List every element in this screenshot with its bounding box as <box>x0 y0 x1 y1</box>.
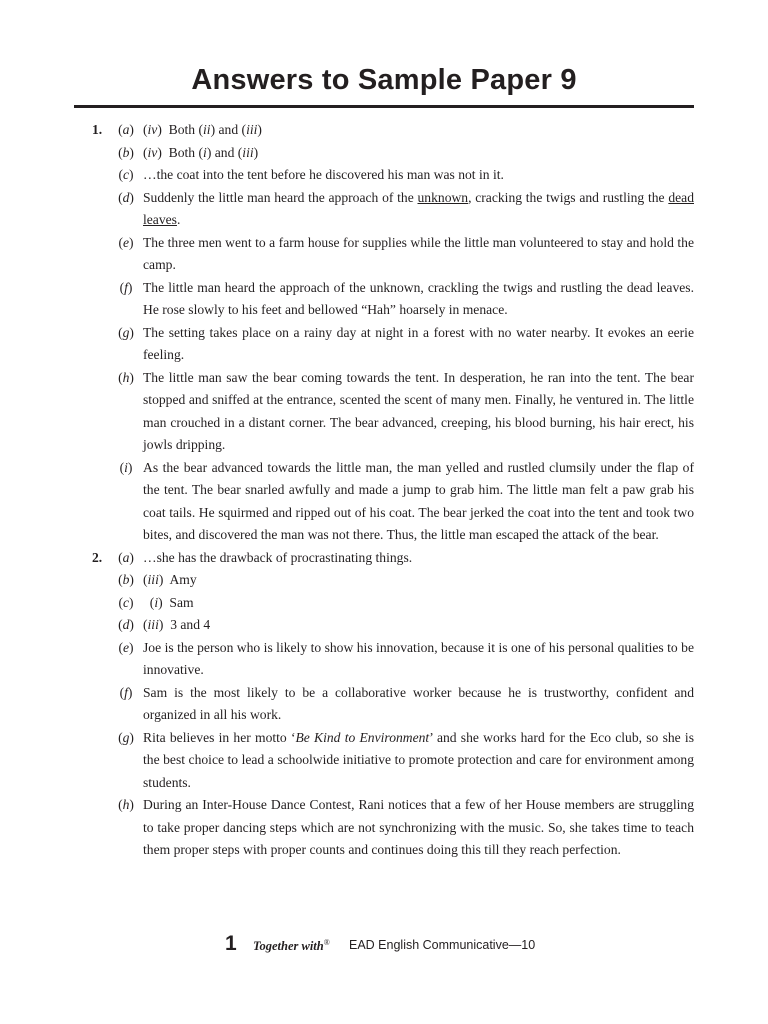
answer-item <box>0 569 768 592</box>
answer-item <box>0 682 768 727</box>
answer-text: Joe is the person who is likely to show his innovation, because it is one of his personal qualities to be innovative. <box>143 639 694 677</box>
item-letter: (e) <box>118 639 134 655</box>
answer-item <box>0 547 768 570</box>
answer-item <box>0 142 768 165</box>
item-letter: (g) <box>118 729 134 745</box>
answer-text: (iv) Both (i) and (iii) <box>143 144 259 160</box>
answer-text: Sam is the most likely to be a collaborative worker because he is trustworthy, confident and organized in all his work. <box>143 684 694 722</box>
item-letter: (a) <box>118 122 134 137</box>
answer-text: Suddenly the little man heard the approach of the unknown, cracking the twigs and rustling the dead leaves. <box>143 189 694 227</box>
answer-text: Rita believes in her motto ‘Be Kind to Environment’ and she works hard for the Eco club, so she is the best choice to lead a schoolwide initiative to promote protection and care for environment among students. <box>143 729 694 790</box>
answers-body <box>0 119 768 862</box>
answer-text: …she has the drawback of procrastinating things. <box>143 549 413 565</box>
answer-item <box>0 232 768 277</box>
brand-logo: Together with® <box>253 938 330 954</box>
title-divider <box>74 105 694 108</box>
answer-text: The little man saw the bear coming towards the tent. In desperation, he ran into the tent. The bear stopped and sniffed at the entrance, scented the scent of many men. Finally, he ventured in. The little man crouched in a distant corner. The bear advanced, creeping, his blood burning, his hair erect, his jowls dripping. <box>143 369 694 452</box>
answer-item <box>0 794 768 862</box>
item-letter: (i) <box>119 459 133 475</box>
answer-text: (iii) 3 and 4 <box>143 617 211 632</box>
underlined-word: unknown <box>417 189 469 205</box>
item-letter: (f) <box>119 279 133 295</box>
answer-text: The three men went to a farm house for supplies while the little man volunteered to stay and hold the camp. <box>143 234 694 272</box>
item-letter: (a) <box>118 549 134 565</box>
item-letter: (e) <box>118 234 134 250</box>
underlined-word: dead leaves <box>143 189 694 227</box>
item-letter: (g) <box>118 324 134 340</box>
answer-item <box>0 637 768 682</box>
answer-text: As the bear advanced towards the little man, the man yelled and rustled clumsily under the flap of the tent. The bear snarled awfully and made a jump to grab him. The little man felt a paw grab his coat tails. He squirmed and ripped out of his coat. The bear jerked the coat into the tent and took two bites, and discovered the man was not there. Thus, the little man escaped the attack of the bear. <box>143 459 694 542</box>
answer-item <box>0 187 768 232</box>
answer-item <box>0 614 768 637</box>
answer-text: The setting takes place on a rainy day at night in a forest with no water nearby. It evokes an eerie feeling. <box>143 324 694 362</box>
answer-item <box>0 457 768 547</box>
answer-text: (iii) Amy <box>143 572 197 587</box>
page-number: 1 <box>225 932 237 955</box>
item-letter: (d) <box>118 189 134 205</box>
answer-text: The little man heard the approach of the unknown, crackling the twigs and rustling the dead leaves. He rose slowly to his feet and bellowed “Hah” hoarsely in menace. <box>143 279 694 317</box>
answer-text: During an Inter-House Dance Contest, Rani notices that a few of her House members are struggling to take proper dancing steps which are not synchronizing with the music. So, she takes time to teach them proper steps with proper counts and continues doing this till they reach perfection. <box>143 797 694 857</box>
item-letter: (b) <box>118 144 134 160</box>
answer-text: (i) Sam <box>143 594 194 610</box>
page-footer <box>0 932 768 962</box>
answer-item <box>0 367 768 457</box>
question-number: 1. <box>92 122 103 137</box>
item-letter: (c) <box>118 167 134 182</box>
item-letter: (f) <box>119 684 133 700</box>
page-title: Answers to Sample Paper 9 <box>191 64 577 96</box>
answer-item <box>0 322 768 367</box>
question-number: 2. <box>92 549 103 565</box>
answer-item <box>0 119 768 142</box>
answer-item <box>0 727 768 795</box>
answer-item <box>0 277 768 322</box>
answer-text: (iv) Both (ii) and (iii) <box>143 122 262 137</box>
item-letter: (h) <box>118 797 134 812</box>
item-letter: (b) <box>118 572 134 587</box>
item-letter: (h) <box>118 369 134 385</box>
book-title: EAD English Communicative—10 <box>349 938 536 952</box>
answer-text: …the coat into the tent before he discovered his man was not in it. <box>143 167 504 182</box>
answer-item <box>0 592 768 615</box>
item-letter: (d) <box>118 617 134 632</box>
answer-item <box>0 164 768 187</box>
item-letter: (c) <box>118 594 134 610</box>
